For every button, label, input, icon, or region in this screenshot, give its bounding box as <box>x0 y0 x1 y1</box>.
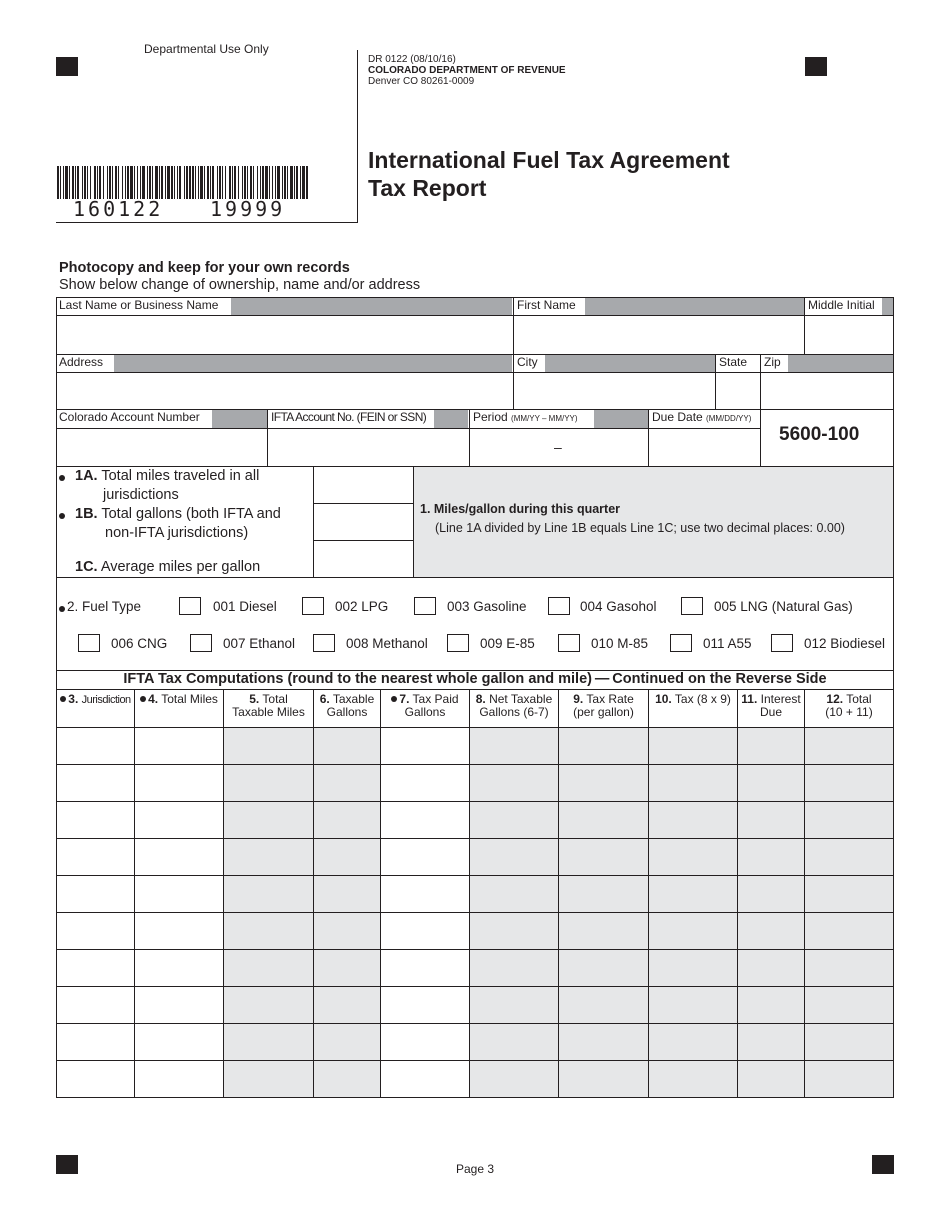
page-number: Page 3 <box>456 1162 495 1176</box>
column-header-taxable-miles: 5. Total Taxable Miles <box>232 692 305 719</box>
column-header-total: 12. Total (10 + 11) <box>825 692 873 719</box>
fuel-label-a55: 011 A55 <box>703 636 752 651</box>
fuel-checkbox-methanol[interactable] <box>313 634 335 652</box>
header-underline <box>56 222 358 223</box>
fuel-checkbox-gasoline[interactable] <box>414 597 436 615</box>
cell-taxable-miles[interactable] <box>224 950 313 986</box>
barcode-bar <box>212 166 214 199</box>
cell-taxable-miles[interactable] <box>224 765 313 801</box>
middle-initial-label: Middle Initial <box>808 298 875 312</box>
cell-total[interactable] <box>805 913 893 949</box>
cell-total-miles[interactable] <box>135 913 223 949</box>
barcode-bar <box>149 166 151 199</box>
cell-jurisdiction[interactable] <box>57 1024 134 1060</box>
cell-tax-rate[interactable] <box>559 765 648 801</box>
fuel-label-cng: 006 CNG <box>111 636 168 651</box>
cell-taxable-gallons[interactable] <box>314 1061 380 1097</box>
cell-tax-paid-gallons[interactable] <box>381 987 469 1023</box>
cell-total[interactable] <box>805 839 893 875</box>
cell-net-taxable-gallons[interactable] <box>470 876 558 912</box>
required-bullet <box>391 696 397 702</box>
cell-tax-paid-gallons[interactable] <box>381 876 469 912</box>
barcode-bar <box>103 166 104 199</box>
barcode-bar <box>137 166 138 199</box>
zip-input[interactable] <box>761 373 893 408</box>
barcode-bar <box>262 166 264 199</box>
cell-total-miles[interactable] <box>135 950 223 986</box>
barcode-bar <box>186 166 188 199</box>
barcode-bar <box>142 166 145 199</box>
cell-tax-paid-gallons[interactable] <box>381 728 469 764</box>
departmental-use-label: Departmental Use Only <box>144 42 269 56</box>
fuel-checkbox-e85[interactable] <box>447 634 469 652</box>
cell-tax-paid-gallons[interactable] <box>381 802 469 838</box>
cell-tax[interactable] <box>649 876 737 912</box>
cell-jurisdiction[interactable] <box>57 876 134 912</box>
barcode-bar <box>300 166 301 199</box>
barcode-bar <box>118 166 119 199</box>
cell-taxable-miles[interactable] <box>224 876 313 912</box>
barcode-bar <box>72 166 74 199</box>
fuel-label-biodiesel: 012 Biodiesel <box>804 636 886 651</box>
barcode-bar <box>57 166 59 199</box>
cell-jurisdiction[interactable] <box>57 765 134 801</box>
barcode-bar <box>272 166 273 199</box>
cell-interest-due[interactable] <box>738 728 804 764</box>
cell-net-taxable-gallons[interactable] <box>470 1024 558 1060</box>
cell-interest-due[interactable] <box>738 987 804 1023</box>
barcode-bar <box>107 166 108 199</box>
barcode-bar <box>247 166 248 199</box>
required-bullet <box>59 513 65 519</box>
barcode-bar <box>152 166 153 199</box>
barcode-bar <box>99 166 101 199</box>
cell-total-miles[interactable] <box>135 876 223 912</box>
fuel-label-lpg: 002 LPG <box>335 599 389 614</box>
barcode-bar <box>242 166 243 199</box>
line-1c-label: 1C. Average miles per gallon <box>75 559 261 575</box>
cell-tax-rate[interactable] <box>559 950 648 986</box>
line-1b-input[interactable] <box>314 504 413 540</box>
barcode-bar <box>109 166 111 199</box>
form-title-line1: International Fuel Tax Agreement <box>368 147 730 173</box>
column-header-jurisdiction: 3. Jurisdiction <box>57 693 134 707</box>
cell-jurisdiction[interactable] <box>57 802 134 838</box>
fuel-label-methanol: 008 Methanol <box>346 636 428 651</box>
barcode-bar <box>225 166 226 199</box>
barcode-number-right: 19999 <box>210 197 286 221</box>
agency-city: Denver CO 80261-0009 <box>368 76 475 87</box>
cell-interest-due[interactable] <box>738 1061 804 1097</box>
last-name-input[interactable] <box>57 316 512 354</box>
cell-interest-due[interactable] <box>738 876 804 912</box>
colorado-account-label: Colorado Account Number <box>59 410 200 424</box>
barcode-bar <box>284 166 286 199</box>
fuel-checkbox-gasohol[interactable] <box>548 597 570 615</box>
cell-tax[interactable] <box>649 1024 737 1060</box>
barcode-bar <box>184 166 185 199</box>
barcode-bar <box>122 166 123 199</box>
barcode-bar <box>125 166 126 199</box>
fuel-checkbox-lng[interactable] <box>681 597 703 615</box>
cell-interest-due[interactable] <box>738 839 804 875</box>
colorado-account-input[interactable] <box>57 429 267 466</box>
cell-jurisdiction[interactable] <box>57 987 134 1023</box>
table-row <box>56 913 894 949</box>
barcode-bar <box>257 166 258 199</box>
barcode-bar <box>192 166 194 199</box>
table-row <box>56 728 894 764</box>
line-1b-label: 1B. Total gallons (both IFTA and <box>75 506 281 522</box>
barcode-bar <box>159 166 160 199</box>
cell-tax-rate[interactable] <box>559 802 648 838</box>
fuel-checkbox-biodiesel[interactable] <box>771 634 793 652</box>
fuel-checkbox-ethanol[interactable] <box>190 634 212 652</box>
cell-tax-rate[interactable] <box>559 876 648 912</box>
cell-total[interactable] <box>805 876 893 912</box>
required-bullet <box>59 606 65 612</box>
middle-initial-input[interactable] <box>805 316 893 354</box>
cell-total[interactable] <box>805 1024 893 1060</box>
barcode-bar <box>195 166 196 199</box>
keep-records-note: Photocopy and keep for your own records <box>59 260 350 276</box>
form-code: 5600-100 <box>779 424 860 445</box>
barcode-bar <box>234 166 236 199</box>
barcode-bar <box>232 166 233 199</box>
cell-taxable-miles[interactable] <box>224 913 313 949</box>
cell-tax-paid-gallons[interactable] <box>381 950 469 986</box>
line-1a-label: 1A. Total miles traveled in all <box>75 468 260 484</box>
cell-net-taxable-gallons[interactable] <box>470 950 558 986</box>
registration-mark-top-right <box>805 57 827 76</box>
cell-net-taxable-gallons[interactable] <box>470 728 558 764</box>
barcode-bar <box>219 166 221 199</box>
tax-computation-table <box>56 689 894 1099</box>
due-date-input[interactable] <box>649 429 760 466</box>
cell-tax-paid-gallons[interactable] <box>381 839 469 875</box>
cell-net-taxable-gallons[interactable] <box>470 765 558 801</box>
cell-tax[interactable] <box>649 950 737 986</box>
barcode-bar <box>210 166 211 199</box>
column-header-taxable-gallons: 6. Taxable Gallons <box>319 692 375 719</box>
line-1c-input[interactable] <box>314 541 413 577</box>
cell-taxable-gallons[interactable] <box>314 950 380 986</box>
barcode <box>56 166 310 199</box>
ifta-account-label: IFTA Account No. (FEIN or SSN) <box>271 410 427 424</box>
cell-net-taxable-gallons[interactable] <box>470 913 558 949</box>
fuel-type-label: 2. Fuel Type <box>67 599 142 614</box>
cell-total-miles[interactable] <box>135 765 223 801</box>
fuel-checkbox-diesel[interactable] <box>179 597 201 615</box>
column-header-total-miles: 4. Total Miles <box>135 693 223 706</box>
table-row <box>56 987 894 1023</box>
cell-tax-rate[interactable] <box>559 1061 648 1097</box>
required-bullet <box>59 475 65 481</box>
cell-tax[interactable] <box>649 765 737 801</box>
cell-taxable-gallons[interactable] <box>314 765 380 801</box>
cell-taxable-miles[interactable] <box>224 839 313 875</box>
cell-tax[interactable] <box>649 913 737 949</box>
cell-tax-paid-gallons[interactable] <box>381 913 469 949</box>
city-label: City <box>517 355 538 369</box>
change-note: Show below change of ownership, name and/or address <box>59 277 421 293</box>
cell-total[interactable] <box>805 1061 893 1097</box>
barcode-bar <box>222 166 223 199</box>
address-label: Address <box>59 355 104 369</box>
cell-tax-rate[interactable] <box>559 1024 648 1060</box>
fuel-label-e85: 009 E-85 <box>480 636 535 651</box>
column-header-tax: 10. Tax (8 x 9) <box>655 692 731 706</box>
table-row <box>56 765 894 801</box>
cell-taxable-gallons[interactable] <box>314 839 380 875</box>
cell-tax[interactable] <box>649 1061 737 1097</box>
column-header-tax-rate: 9. Tax Rate (per gallon) <box>573 692 634 719</box>
mpg-note: (Line 1A divided by Line 1B equals Line 1C; use two decimal places: 0.00) <box>435 521 845 535</box>
barcode-bar <box>165 166 166 199</box>
barcode-bar <box>115 166 117 199</box>
barcode-bar <box>127 166 129 199</box>
table-row <box>56 950 894 986</box>
barcode-bar <box>77 166 79 199</box>
form-number: DR 0122 (08/10/16) <box>368 54 456 65</box>
cell-jurisdiction[interactable] <box>57 1061 134 1097</box>
form-title-line2: Tax Report <box>368 175 487 201</box>
barcode-bar <box>198 166 199 199</box>
table-row <box>56 802 894 838</box>
required-bullet <box>60 696 66 702</box>
cell-jurisdiction[interactable] <box>57 728 134 764</box>
barcode-bar <box>63 166 64 199</box>
barcode-bar <box>260 166 261 199</box>
city-input[interactable] <box>514 373 714 408</box>
fuel-label-m85: 010 M-85 <box>591 636 649 651</box>
cell-taxable-miles[interactable] <box>224 728 313 764</box>
barcode-bar <box>229 166 231 199</box>
fuel-checkbox-cng[interactable] <box>78 634 100 652</box>
cell-taxable-miles[interactable] <box>224 987 313 1023</box>
last-name-label: Last Name or Business Name <box>59 298 219 312</box>
barcode-bar <box>155 166 158 199</box>
barcode-bar <box>204 166 205 199</box>
address-input[interactable] <box>57 373 512 408</box>
column-header-net-taxable-gallons: 8. Net Taxable Gallons (6-7) <box>475 692 553 719</box>
cell-taxable-miles[interactable] <box>224 1061 313 1097</box>
table-row <box>56 1061 894 1097</box>
barcode-bar <box>306 166 308 199</box>
barcode-bar <box>69 166 70 199</box>
cell-total[interactable] <box>805 728 893 764</box>
cell-total[interactable] <box>805 765 893 801</box>
barcode-bar <box>75 166 76 199</box>
cell-taxable-gallons[interactable] <box>314 987 380 1023</box>
cell-tax-rate[interactable] <box>559 987 648 1023</box>
barcode-bar <box>174 166 175 199</box>
fuel-label-gasoline: 003 Gasoline <box>447 599 527 614</box>
line-1a-label-cont: jurisdictions <box>103 487 179 503</box>
fuel-checkbox-a55[interactable] <box>670 634 692 652</box>
cell-tax[interactable] <box>649 839 737 875</box>
barcode-bar <box>161 166 163 199</box>
cell-taxable-gallons[interactable] <box>314 1024 380 1060</box>
cell-taxable-gallons[interactable] <box>314 728 380 764</box>
barcode-bar <box>60 166 61 199</box>
cell-tax-paid-gallons[interactable] <box>381 1024 469 1060</box>
barcode-bar <box>134 166 135 199</box>
barcode-bar <box>294 166 295 199</box>
first-name-input[interactable] <box>514 316 803 354</box>
barcode-bar <box>277 166 280 199</box>
barcode-number-left: 160122 <box>73 197 164 221</box>
fuel-label-lng: 005 LNG (Natural Gas) <box>714 599 853 614</box>
table-row <box>56 1024 894 1060</box>
cell-taxable-gallons[interactable] <box>314 802 380 838</box>
fuel-checkbox-m85[interactable] <box>558 634 580 652</box>
table-row <box>56 839 894 875</box>
barcode-bar <box>244 166 246 199</box>
required-bullet <box>140 696 146 702</box>
cell-tax[interactable] <box>649 802 737 838</box>
cell-taxable-miles[interactable] <box>224 802 313 838</box>
state-input[interactable] <box>716 373 759 408</box>
barcode-bar <box>84 166 86 199</box>
zip-label: Zip <box>764 355 781 369</box>
cell-total-miles[interactable] <box>135 728 223 764</box>
barcode-bar <box>177 166 178 199</box>
barcode-bar <box>130 166 133 199</box>
fuel-checkbox-lpg[interactable] <box>302 597 324 615</box>
cell-jurisdiction[interactable] <box>57 950 134 986</box>
barcode-bar <box>282 166 283 199</box>
barcode-bar <box>82 166 83 199</box>
barcode-bar <box>250 166 252 199</box>
registration-mark-bottom-left <box>56 1155 78 1174</box>
mpg-title: 1. Miles/gallon during this quarter <box>420 502 621 516</box>
cell-taxable-miles[interactable] <box>224 1024 313 1060</box>
barcode-bar <box>87 166 88 199</box>
cell-interest-due[interactable] <box>738 765 804 801</box>
barcode-bar <box>90 166 91 199</box>
first-name-label: First Name <box>517 298 576 312</box>
cell-interest-due[interactable] <box>738 950 804 986</box>
cell-total-miles[interactable] <box>135 1024 223 1060</box>
column-header-tax-paid-gallons: 7. Tax Paid Gallons <box>381 693 469 719</box>
barcode-bar <box>65 166 68 199</box>
cell-jurisdiction[interactable] <box>57 839 134 875</box>
state-label: State <box>719 355 748 369</box>
barcode-bar <box>171 166 173 199</box>
fuel-label-gasohol: 004 Gasohol <box>580 599 657 614</box>
barcode-bar <box>287 166 288 199</box>
cell-net-taxable-gallons[interactable] <box>470 987 558 1023</box>
fuel-label-diesel: 001 Diesel <box>213 599 277 614</box>
barcode-bar <box>265 166 268 199</box>
period-dash: – <box>554 439 562 455</box>
cell-total[interactable] <box>805 802 893 838</box>
cell-total[interactable] <box>805 950 893 986</box>
ifta-account-input[interactable] <box>268 429 469 466</box>
barcode-bar <box>269 166 270 199</box>
cell-total-miles[interactable] <box>135 802 223 838</box>
cell-total-miles[interactable] <box>135 839 223 875</box>
cell-tax-rate[interactable] <box>559 839 648 875</box>
barcode-bar <box>97 166 98 199</box>
barcode-bar <box>140 166 141 199</box>
cell-interest-due[interactable] <box>738 913 804 949</box>
cell-net-taxable-gallons[interactable] <box>470 802 558 838</box>
barcode-bar <box>167 166 170 199</box>
period-label: Period (MM/YY – MM/YY) <box>473 410 578 424</box>
cell-total-miles[interactable] <box>135 987 223 1023</box>
cell-total-miles[interactable] <box>135 1061 223 1097</box>
column-header-interest-due: 11. Interest Due <box>741 692 801 719</box>
cell-tax-rate[interactable] <box>559 728 648 764</box>
barcode-bar <box>189 166 191 199</box>
cell-interest-due[interactable] <box>738 802 804 838</box>
cell-jurisdiction[interactable] <box>57 913 134 949</box>
barcode-bar <box>112 166 113 199</box>
cell-taxable-gallons[interactable] <box>314 913 380 949</box>
barcode-bar <box>207 166 209 199</box>
due-date-label: Due Date (MM/DD/YY) <box>652 410 752 424</box>
barcode-bar <box>253 166 254 199</box>
cell-tax[interactable] <box>649 728 737 764</box>
line-1a-input[interactable] <box>314 467 413 503</box>
cell-taxable-gallons[interactable] <box>314 876 380 912</box>
period-input[interactable] <box>470 429 648 466</box>
registration-mark-top-left <box>56 57 78 76</box>
barcode-bar <box>290 166 293 199</box>
table-title: IFTA Tax Computations (round to the nearest whole gallon and mile) — Continued on the Reverse Side <box>123 671 827 687</box>
line-1b-label-cont: non-IFTA jurisdictions) <box>105 525 249 541</box>
barcode-bar <box>179 166 181 199</box>
cell-tax-rate[interactable] <box>559 913 648 949</box>
barcode-bar <box>94 166 96 199</box>
cell-tax-paid-gallons[interactable] <box>381 765 469 801</box>
fuel-label-ethanol: 007 Ethanol <box>223 636 296 651</box>
table-row <box>56 876 894 912</box>
agency-name: COLORADO DEPARTMENT OF REVENUE <box>368 65 566 76</box>
barcode-bar <box>302 166 305 199</box>
cell-net-taxable-gallons[interactable] <box>470 839 558 875</box>
cell-tax-paid-gallons[interactable] <box>381 1061 469 1097</box>
cell-tax[interactable] <box>649 987 737 1023</box>
cell-interest-due[interactable] <box>738 1024 804 1060</box>
barcode-bar <box>217 166 218 199</box>
cell-net-taxable-gallons[interactable] <box>470 1061 558 1097</box>
barcode-bar <box>275 166 276 199</box>
registration-mark-bottom-right <box>872 1155 894 1174</box>
header-divider <box>357 50 358 223</box>
barcode-bar <box>296 166 298 199</box>
barcode-bar <box>200 166 203 199</box>
barcode-bar <box>238 166 239 199</box>
barcode-bar <box>147 166 148 199</box>
cell-total[interactable] <box>805 987 893 1023</box>
